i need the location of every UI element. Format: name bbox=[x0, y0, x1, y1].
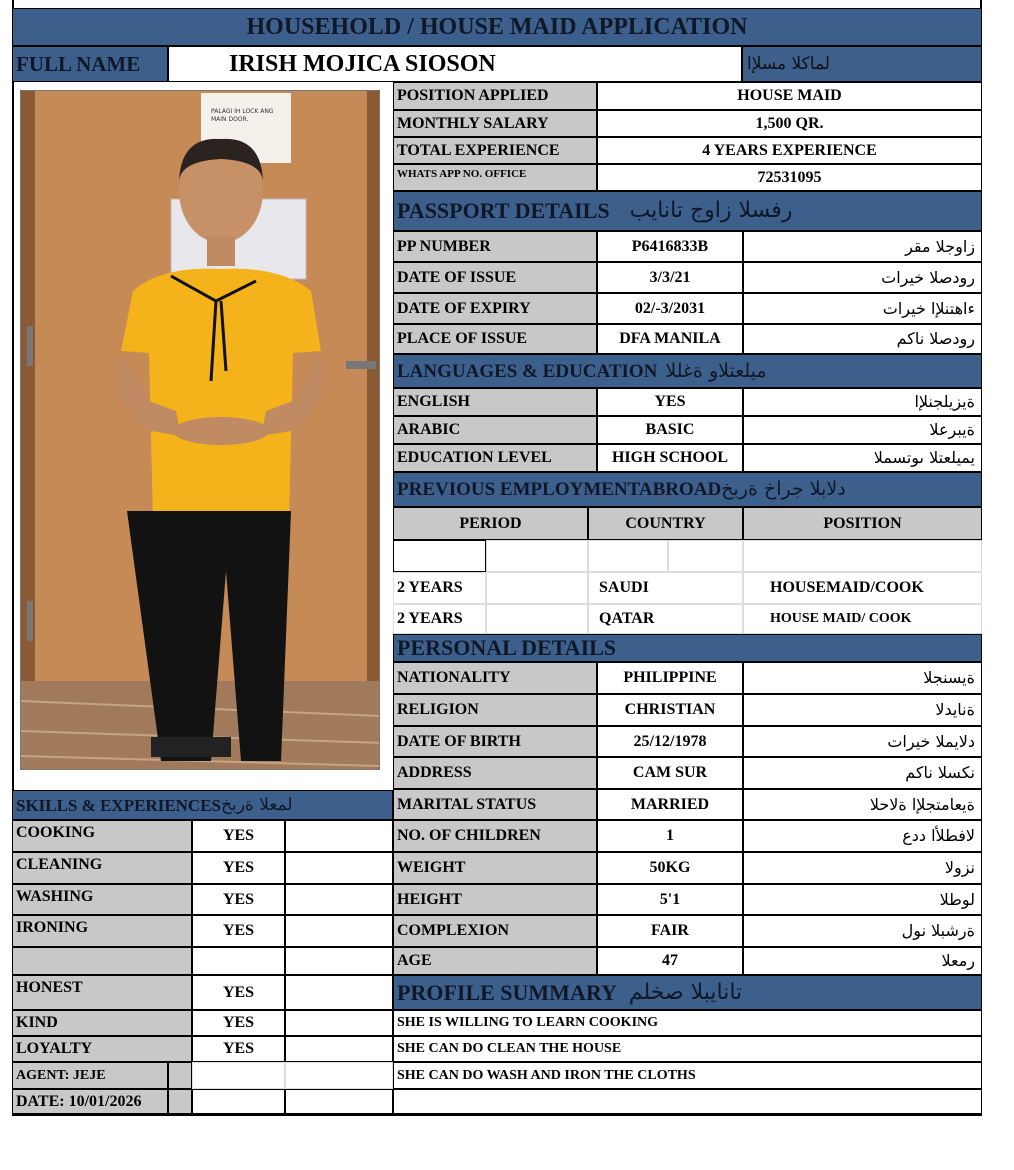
full-name-arabic: لماكلا مسلإا bbox=[742, 46, 982, 82]
languages-section-title bbox=[393, 354, 982, 388]
profile-title-en: PROFILE SUMMARY bbox=[397, 979, 617, 1005]
date-of-birth-label: DATE OF BIRTH bbox=[393, 726, 597, 757]
employment-row-2-period: 2 YEARS bbox=[393, 604, 486, 634]
skill-row-4-extra bbox=[285, 915, 393, 947]
height-value: 5'1 bbox=[597, 884, 743, 915]
employment-row-2-country: QATAR bbox=[588, 604, 743, 634]
english-label: ENGLISH bbox=[393, 388, 597, 416]
marital-status-value: MARRIED bbox=[597, 789, 743, 820]
place-of-issue-label: PLACE OF ISSUE bbox=[393, 324, 597, 354]
employment-row-1-position: HOUSEMAID/COOK bbox=[743, 572, 982, 604]
date-of-birth-arabic: دلايملا خيرات bbox=[743, 726, 982, 757]
height-label: HEIGHT bbox=[393, 884, 597, 915]
date-of-expiry-label: DATE OF EXPIRY bbox=[393, 293, 597, 324]
skill-row-7-extra bbox=[285, 1010, 393, 1036]
nationality-label: NATIONALITY bbox=[393, 662, 597, 694]
address-label: ADDRESS bbox=[393, 757, 597, 789]
marital-status-label: MARITAL STATUS bbox=[393, 789, 597, 820]
nationality-value: PHILIPPINE bbox=[597, 662, 743, 694]
total-experience-value: 4 YEARS EXPERIENCE bbox=[597, 137, 982, 164]
date-of-expiry-value: 02/-3/2031 bbox=[597, 293, 743, 324]
position-applied-label: POSITION APPLIED bbox=[393, 82, 597, 110]
languages-title-ar: ميلعتلاو ةغللا bbox=[665, 359, 767, 382]
employment-row-1-period: 2 YEARS bbox=[393, 572, 486, 604]
photo-sign-line2: MAIN DOOR. bbox=[211, 116, 249, 123]
place-of-issue-value: DFA MANILA bbox=[597, 324, 743, 354]
skill-row-4-label: IRONING bbox=[12, 915, 192, 947]
agent-spacer bbox=[168, 1062, 192, 1089]
skills-title-en: SKILLS & EXPERIENCES bbox=[16, 795, 222, 815]
weight-arabic: نزولا bbox=[743, 852, 982, 884]
age-label: AGE bbox=[393, 947, 597, 975]
whatsapp-label: WHATS APP NO. OFFICE bbox=[393, 164, 597, 191]
agent-value-cell bbox=[192, 1062, 285, 1089]
languages-title-en: LANGUAGES & EDUCATION bbox=[397, 360, 658, 382]
skill-row-3-value: YES bbox=[192, 884, 285, 915]
no-of-children-label: NO. OF CHILDREN bbox=[393, 820, 597, 852]
english-arabic: ةيزيلجنلإا bbox=[743, 388, 982, 416]
total-experience-label: TOTAL EXPERIENCE bbox=[393, 137, 597, 164]
complexion-value: FAIR bbox=[597, 915, 743, 947]
education-level-value: HIGH SCHOOL bbox=[597, 444, 743, 472]
skill-row-1-extra bbox=[285, 820, 393, 852]
date-of-issue-label: DATE OF ISSUE bbox=[393, 262, 597, 293]
skill-row-5-value bbox=[192, 947, 285, 975]
religion-arabic: ةنايدلا bbox=[743, 694, 982, 726]
nationality-arabic: ةيسنجلا bbox=[743, 662, 982, 694]
pp-number-arabic: زاوجلا مقر bbox=[743, 231, 982, 262]
profile-line-3: SHE CAN DO WASH AND IRON THE CLOTHS bbox=[393, 1062, 982, 1089]
employment-header-country: COUNTRY bbox=[588, 507, 743, 540]
profile-title-ar: تانايبلا صخلم bbox=[628, 979, 743, 1005]
skill-row-6-extra bbox=[285, 975, 393, 1010]
passport-title-ar: رفسلا زاوج تانايب bbox=[629, 198, 793, 223]
skill-row-6-label: HONEST bbox=[12, 975, 192, 1010]
employment-title-ar: دلابلا جراخ ةربخ bbox=[721, 478, 846, 500]
address-arabic: نكسلا ناكم bbox=[743, 757, 982, 789]
complexion-label: COMPLEXION bbox=[393, 915, 597, 947]
arabic-arabic: ةيبرعلا bbox=[743, 416, 982, 444]
profile-section-title bbox=[393, 975, 982, 1010]
applicant-photo bbox=[20, 90, 380, 770]
profile-line-1: SHE IS WILLING TO LEARN COOKING bbox=[393, 1010, 982, 1036]
skill-row-2-value: YES bbox=[192, 852, 285, 884]
marital-status-arabic: ةيعامتجلإا ةلاحلا bbox=[743, 789, 982, 820]
skill-row-7-label: KIND bbox=[12, 1010, 192, 1036]
skill-row-8-extra bbox=[285, 1036, 393, 1062]
skill-row-5-extra bbox=[285, 947, 393, 975]
employment-header-period: PERIOD bbox=[393, 507, 588, 540]
arabic-value: BASIC bbox=[597, 416, 743, 444]
photo-sign-line1: PALAGI IH LOCK ANG bbox=[211, 108, 274, 115]
employment-row-1-country: SAUDI bbox=[588, 572, 743, 604]
employment-title-en: PREVIOUS EMPLOYMENTABROAD bbox=[397, 479, 722, 500]
pp-number-value: P6416833B bbox=[597, 231, 743, 262]
employment-spacer-cell bbox=[486, 572, 588, 604]
whatsapp-value: 72531095 bbox=[597, 164, 982, 191]
date-value-cell bbox=[192, 1089, 285, 1114]
complexion-arabic: ةرشبلا نول bbox=[743, 915, 982, 947]
skills-section-title bbox=[12, 790, 393, 820]
agent-extra-cell bbox=[285, 1062, 393, 1089]
passport-title-en: PASSPORT DETAILS bbox=[397, 198, 610, 223]
employment-row-2-position: HOUSE MAID/ COOK bbox=[743, 604, 982, 634]
employment-section-title bbox=[393, 472, 982, 507]
date-of-expiry-arabic: ءاهتنلإا خيرات bbox=[743, 293, 982, 324]
religion-label: RELIGION bbox=[393, 694, 597, 726]
skill-row-4-value: YES bbox=[192, 915, 285, 947]
pp-number-label: PP NUMBER bbox=[393, 231, 597, 262]
skill-row-2-label: CLEANING bbox=[12, 852, 192, 884]
english-value: YES bbox=[597, 388, 743, 416]
skill-row-1-value: YES bbox=[192, 820, 285, 852]
position-applied-value: HOUSE MAID bbox=[597, 82, 982, 110]
no-of-children-arabic: لافطلأا ددع bbox=[743, 820, 982, 852]
employment-blank-cell bbox=[743, 540, 982, 572]
monthly-salary-value: 1,500 QR. bbox=[597, 110, 982, 137]
skill-row-1-label: COOKING bbox=[12, 820, 192, 852]
weight-label: WEIGHT bbox=[393, 852, 597, 884]
employment-blank-cell bbox=[668, 540, 743, 572]
date-of-birth-value: 25/12/1978 bbox=[597, 726, 743, 757]
skill-row-3-extra bbox=[285, 884, 393, 915]
no-of-children-value: 1 bbox=[597, 820, 743, 852]
date-of-issue-value: 3/3/21 bbox=[597, 262, 743, 293]
date-extra-cell bbox=[285, 1089, 393, 1114]
date-label: DATE: 10/01/2026 bbox=[12, 1089, 168, 1114]
employment-header-position: POSITION bbox=[743, 507, 982, 540]
personal-section-title: PERSONAL DETAILS bbox=[393, 634, 982, 662]
education-level-arabic: يميلعتلا ىوتسملا bbox=[743, 444, 982, 472]
profile-line-2: SHE CAN DO CLEAN THE HOUSE bbox=[393, 1036, 982, 1062]
profile-line-4 bbox=[393, 1089, 982, 1114]
age-value: 47 bbox=[597, 947, 743, 975]
weight-value: 50KG bbox=[597, 852, 743, 884]
employment-blank-cell bbox=[486, 540, 588, 572]
skills-title-ar: لمعلا ةربخ bbox=[221, 794, 293, 815]
monthly-salary-label: MONTHLY SALARY bbox=[393, 110, 597, 137]
form-title: HOUSEHOLD / HOUSE MAID APPLICATION bbox=[12, 8, 982, 46]
skill-row-8-label: LOYALTY bbox=[12, 1036, 192, 1062]
skill-row-6-value: YES bbox=[192, 975, 285, 1010]
employment-blank-cell bbox=[588, 540, 668, 572]
passport-section-title bbox=[393, 191, 982, 231]
skill-row-8-value: YES bbox=[192, 1036, 285, 1062]
height-arabic: لوطلا bbox=[743, 884, 982, 915]
applicant-photo-image bbox=[21, 91, 380, 770]
religion-value: CHRISTIAN bbox=[597, 694, 743, 726]
date-spacer bbox=[168, 1089, 192, 1114]
skill-row-7-value: YES bbox=[192, 1010, 285, 1036]
education-level-label: EDUCATION LEVEL bbox=[393, 444, 597, 472]
skill-row-5-label bbox=[12, 947, 192, 975]
agent-label: AGENT: JEJE bbox=[12, 1062, 168, 1089]
form-top-border bbox=[12, 0, 982, 8]
full-name-value: IRISH MOJICA SIOSON bbox=[168, 46, 742, 82]
employment-blank-cell bbox=[393, 540, 486, 572]
skill-row-3-label: WASHING bbox=[12, 884, 192, 915]
full-name-label: FULL NAME bbox=[12, 46, 168, 82]
arabic-label: ARABIC bbox=[393, 416, 597, 444]
age-arabic: رمعلا bbox=[743, 947, 982, 975]
address-value: CAM SUR bbox=[597, 757, 743, 789]
employment-spacer-cell bbox=[486, 604, 588, 634]
place-of-issue-arabic: رودصلا ناكم bbox=[743, 324, 982, 354]
skill-row-2-extra bbox=[285, 852, 393, 884]
date-of-issue-arabic: رودصلا خيرات bbox=[743, 262, 982, 293]
